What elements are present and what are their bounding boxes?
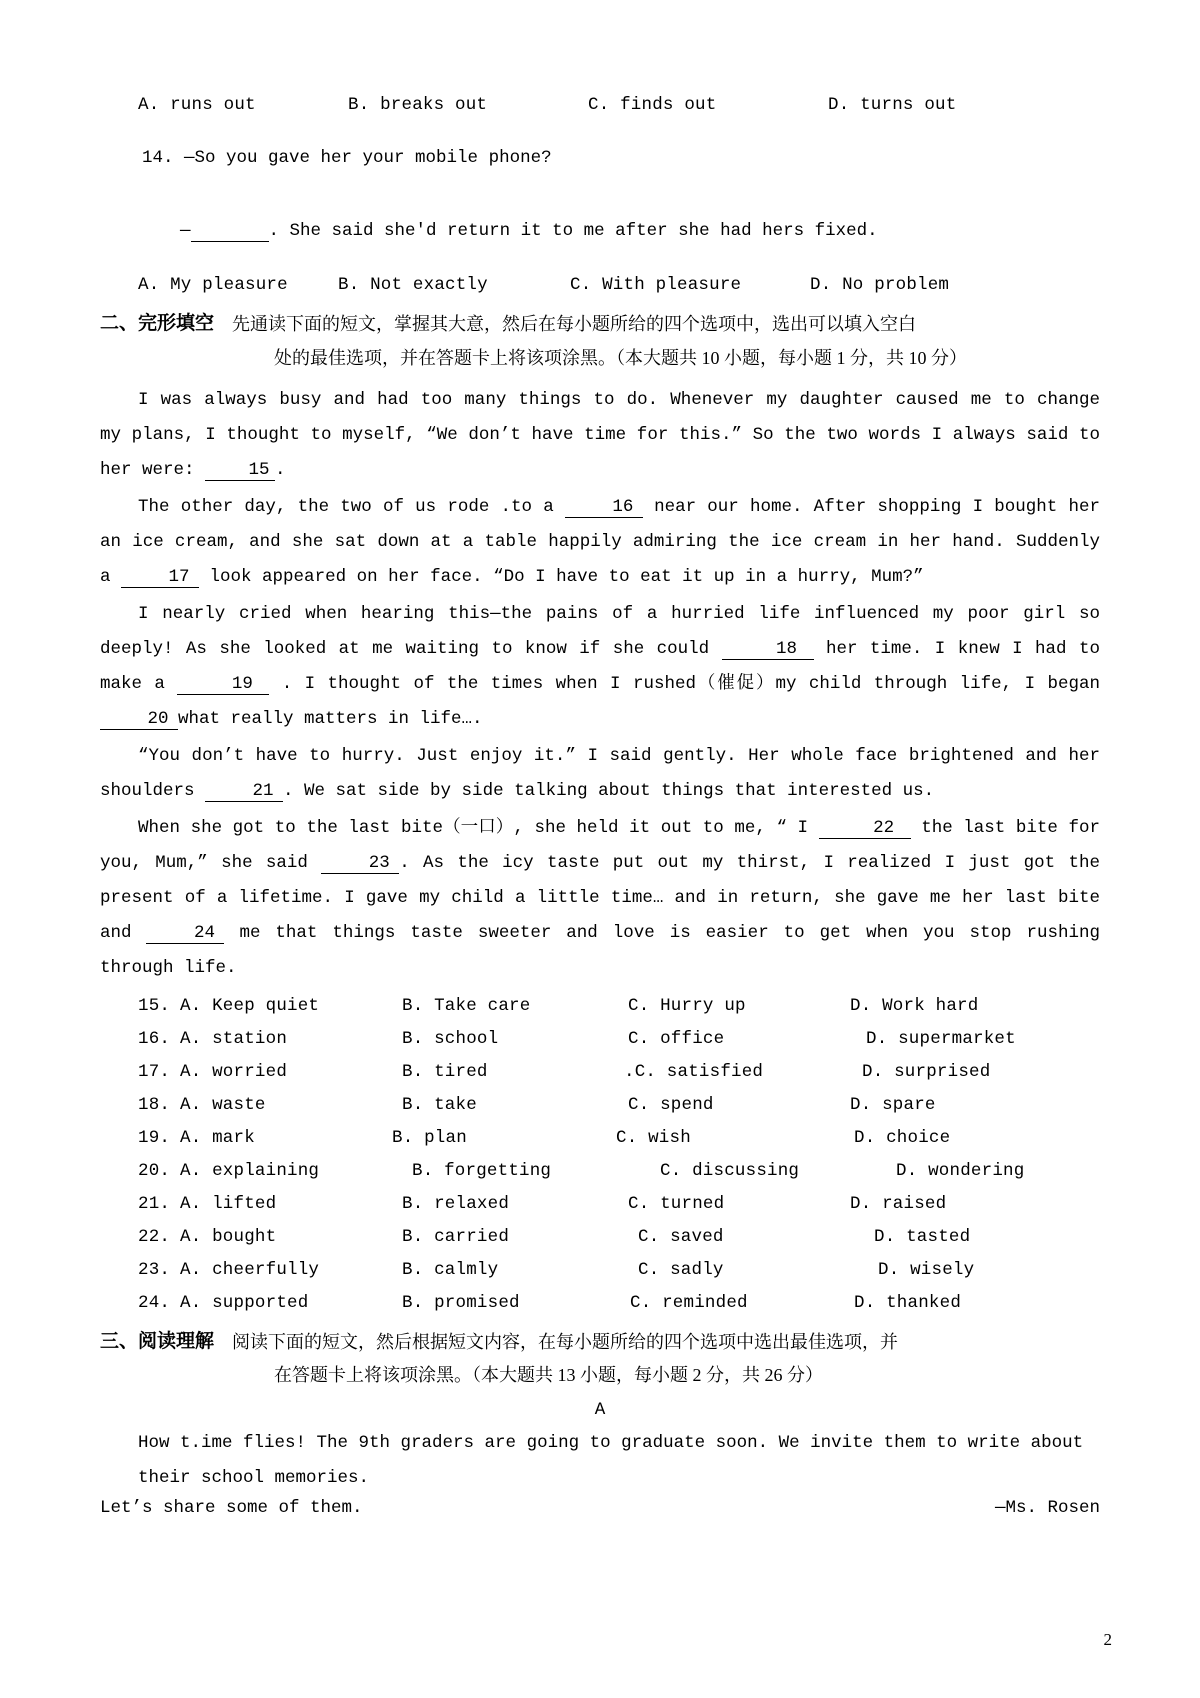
cloze-p1-text-b: . [275,459,286,480]
cloze-blank-21[interactable]: 21 [205,782,283,802]
cloze-p3-text-a: I nearly cried when hearing this—the pains of a hurried life influenced my poor girl so deeply! As she looked at me waiting to know if she could [100,603,1100,659]
question14-line2-text: . She said she'd return it to me after she had hers fixed. [268,221,878,241]
cloze-paragraph-4 [100,739,1100,809]
cloze-q18-option-b[interactable]: B. take [402,1094,477,1115]
question14-stem: —So you gave her your mobile phone? [184,148,552,168]
cloze-p3-text-c: . I thought of the times when I rushed（催促）my child through life, I began [281,673,1100,694]
cloze-q21-option-b[interactable]: B. relaxed [402,1193,510,1214]
section-reading-instruction-line1: 阅读下面的短文，然后根据短文内容，在每小题所给的四个选项中选出最佳选项，并 [232,1331,899,1352]
question14-blank[interactable] [191,222,269,242]
cloze-paragraph-3 [100,597,1100,737]
cloze-q19-number: 19. [138,1127,171,1148]
cloze-q22-option-b[interactable]: B. carried [402,1226,510,1247]
cloze-p3-text-b: her time. I knew I had to make a [100,638,1100,694]
cloze-p5-text-c: . As the icy taste put out my thirst, I realized I just got the present of a lifetime. I gave my child a little time… and in return, she gave me her last bite and [100,852,1100,943]
cloze-question-row [100,1227,1100,1247]
cloze-p5-text-b: the last bite for you, Mum,” she said [100,817,1100,873]
cloze-q16-option-a[interactable]: A. station [180,1028,288,1049]
cloze-q20-option-b[interactable]: B. forgetting [412,1160,552,1181]
cloze-q23-number: 23. [138,1259,171,1280]
question14-line2 [100,201,1100,262]
reading-paragraph-1b: their school memories. [138,1468,370,1489]
section-cloze-instruction-line1: 先通读下面的短文，掌握其大意，然后在每小题所给的四个选项中，选出可以填入空白 [232,314,917,335]
cloze-p2-text-a: The other day, the two of us rode .to a [138,496,554,517]
cloze-p2-text-b: near our home. After shopping I bought her an ice cream, and she sat down at a table happily admiring the ice cream in her hand. Suddenly a [100,496,1100,587]
cloze-p4-text-b: . We sat side by side talking about things that interested us. [283,780,935,801]
cloze-q15-option-c[interactable]: C. Hurry up [628,995,746,1016]
q14-option-d[interactable]: D. No problem [810,275,950,296]
cloze-q23-option-b[interactable]: B. calmly [402,1259,499,1280]
cloze-blank-16[interactable]: 16 [565,498,643,518]
cloze-question-row [100,1260,1100,1280]
cloze-q18-number: 18. [138,1094,171,1115]
cloze-q21-option-d[interactable]: D. raised [850,1193,947,1214]
reading-passage-label: A [594,1400,606,1421]
cloze-p2-text-c: look appeared on her face. “Do I have to eat it up in a hurry, Mum?” [209,566,924,587]
cloze-q19-option-b[interactable]: B. plan [392,1127,467,1148]
cloze-q20-option-c[interactable]: C. discussing [660,1160,800,1181]
q13-option-d[interactable]: D. turns out [828,95,957,115]
cloze-q19-option-a[interactable]: A. mark [180,1127,255,1148]
cloze-question-row [100,1161,1100,1181]
cloze-p1-text-a: I was always busy and had too many things to do. Whenever my daughter caused me to change my plans, I thought to myself, “We don’t have time for this.” So the two words I always said to her were: [100,389,1100,480]
cloze-q22-option-c[interactable]: C. saved [638,1226,724,1247]
cloze-q22-number: 22. [138,1226,171,1247]
cloze-q15-option-b[interactable]: B. Take care [402,995,531,1016]
cloze-q20-option-d[interactable]: D. wondering [896,1160,1025,1181]
section-cloze-header [100,308,1100,375]
reading-signature: —Ms. Rosen [994,1498,1100,1519]
cloze-question-row [100,996,1100,1016]
cloze-q16-number: 16. [138,1028,171,1049]
cloze-q18-option-a[interactable]: A. waste [180,1094,266,1115]
cloze-question-row [100,1029,1100,1049]
cloze-q17-option-d[interactable]: D. surprised [862,1061,991,1082]
cloze-q17-option-c[interactable]: .C. satisfied [624,1061,764,1082]
cloze-q15-option-a[interactable]: A. Keep quiet [180,995,320,1016]
cloze-q16-option-c[interactable]: C. office [628,1028,725,1049]
q13-option-a[interactable]: A. runs out [138,95,256,115]
cloze-paragraph-1 [100,383,1100,488]
cloze-q16-option-b[interactable]: B. school [402,1028,499,1049]
cloze-q17-number: 17. [138,1061,171,1082]
cloze-q15-option-d[interactable]: D. Work hard [850,995,979,1016]
cloze-blank-22[interactable]: 22 [819,819,911,839]
cloze-q17-option-a[interactable]: A. worried [180,1061,288,1082]
cloze-blank-17[interactable]: 17 [121,568,199,588]
question14-line1 [100,128,1100,188]
question14-number: 14. [142,148,174,168]
cloze-question-row [100,1095,1100,1115]
cloze-q21-number: 21. [138,1193,171,1214]
q13-option-b[interactable]: B. breaks out [348,95,488,115]
cloze-q19-option-c[interactable]: C. wish [616,1127,691,1148]
cloze-q22-option-d[interactable]: D. tasted [874,1226,971,1247]
cloze-q24-number: 24. [138,1292,171,1313]
cloze-blank-23[interactable]: 23 [321,854,399,874]
section-cloze-title: 二、完形填空 [100,313,215,335]
q14-option-a[interactable]: A. My pleasure [138,275,288,296]
cloze-q24-option-a[interactable]: A. supported [180,1292,309,1313]
section-reading-instructions [232,1326,1100,1393]
q14-option-b[interactable]: B. Not exactly [338,275,488,296]
cloze-q20-option-a[interactable]: A. explaining [180,1160,320,1181]
section-cloze-instruction-line2: 处的最佳选项，并在答题卡上将该项涂黑。（本大题共 10 小题，每小题 1 分，共 10 分） [274,347,968,368]
cloze-blank-15[interactable]: 15 [205,461,275,481]
cloze-question-row [100,1128,1100,1148]
cloze-question-row [100,1194,1100,1214]
section-reading-instruction-line2: 在答题卡上将该项涂黑。（本大题共 13 小题，每小题 2 分，共 26 分） [274,1365,824,1386]
cloze-paragraph-2 [100,490,1100,595]
cloze-q21-option-a[interactable]: A. lifted [180,1193,277,1214]
question14-answer-dash: — [180,221,191,241]
q14-option-c[interactable]: C. With pleasure [570,275,742,296]
cloze-q22-option-a[interactable]: A. bought [180,1226,277,1247]
cloze-blank-20[interactable]: 20 [100,710,178,730]
cloze-q18-option-d[interactable]: D. spare [850,1094,936,1115]
cloze-p3-text-d: what really matters in life…. [178,708,483,729]
cloze-p5-text-a: When she got to the last bite（一口）, she held it out to me, “ I [138,817,809,838]
cloze-q21-option-c[interactable]: C. turned [628,1193,725,1214]
cloze-p4-text-a: “You don’t have to hurry. Just enjoy it.” I said gently. Her whole face brightened and her shoulders [100,745,1100,801]
page-number: 2 [1103,1630,1112,1649]
cloze-q17-option-b[interactable]: B. tired [402,1061,488,1082]
cloze-question-row [100,1062,1100,1082]
section-reading-header [100,1326,1100,1393]
cloze-question-row [100,1293,1100,1313]
cloze-paragraph-5 [100,811,1100,986]
q13-option-c[interactable]: C. finds out [588,95,717,115]
cloze-q20-number: 20. [138,1160,171,1181]
reading-paragraph-2: Let’s share some of them. [100,1498,363,1519]
cloze-q15-number: 15. [138,995,171,1016]
cloze-p5-text-d: me that things taste sweeter and love is easier to get when you stop rushing through life. [100,922,1100,978]
cloze-q23-option-c[interactable]: C. sadly [638,1259,724,1280]
cloze-blank-19[interactable]: 19 [177,675,269,695]
cloze-q19-option-d[interactable]: D. choice [854,1127,951,1148]
cloze-blank-24[interactable]: 24 [146,924,224,944]
cloze-q24-option-d[interactable]: D. thanked [854,1292,962,1313]
question13-options [100,95,1100,115]
cloze-q24-option-c[interactable]: C. reminded [630,1292,748,1313]
section-reading-title: 三、阅读理解 [100,1330,215,1352]
section-cloze-instructions [232,308,1100,375]
cloze-question-list [100,996,1100,1313]
cloze-q24-option-b[interactable]: B. promised [402,1292,520,1313]
question14-options [100,275,1100,295]
reading-paragraph-2-row [100,1498,1100,1518]
cloze-q23-option-a[interactable]: A. cheerfully [180,1259,320,1280]
cloze-q23-option-d[interactable]: D. wisely [878,1259,975,1280]
cloze-blank-18[interactable]: 18 [722,640,814,660]
cloze-q18-option-c[interactable]: C. spend [628,1094,714,1115]
cloze-q16-option-d[interactable]: D. supermarket [866,1028,1016,1049]
reading-paragraph-1: How t.ime flies! The 9th graders are going to graduate soon. We invite them to write about [138,1433,1084,1454]
